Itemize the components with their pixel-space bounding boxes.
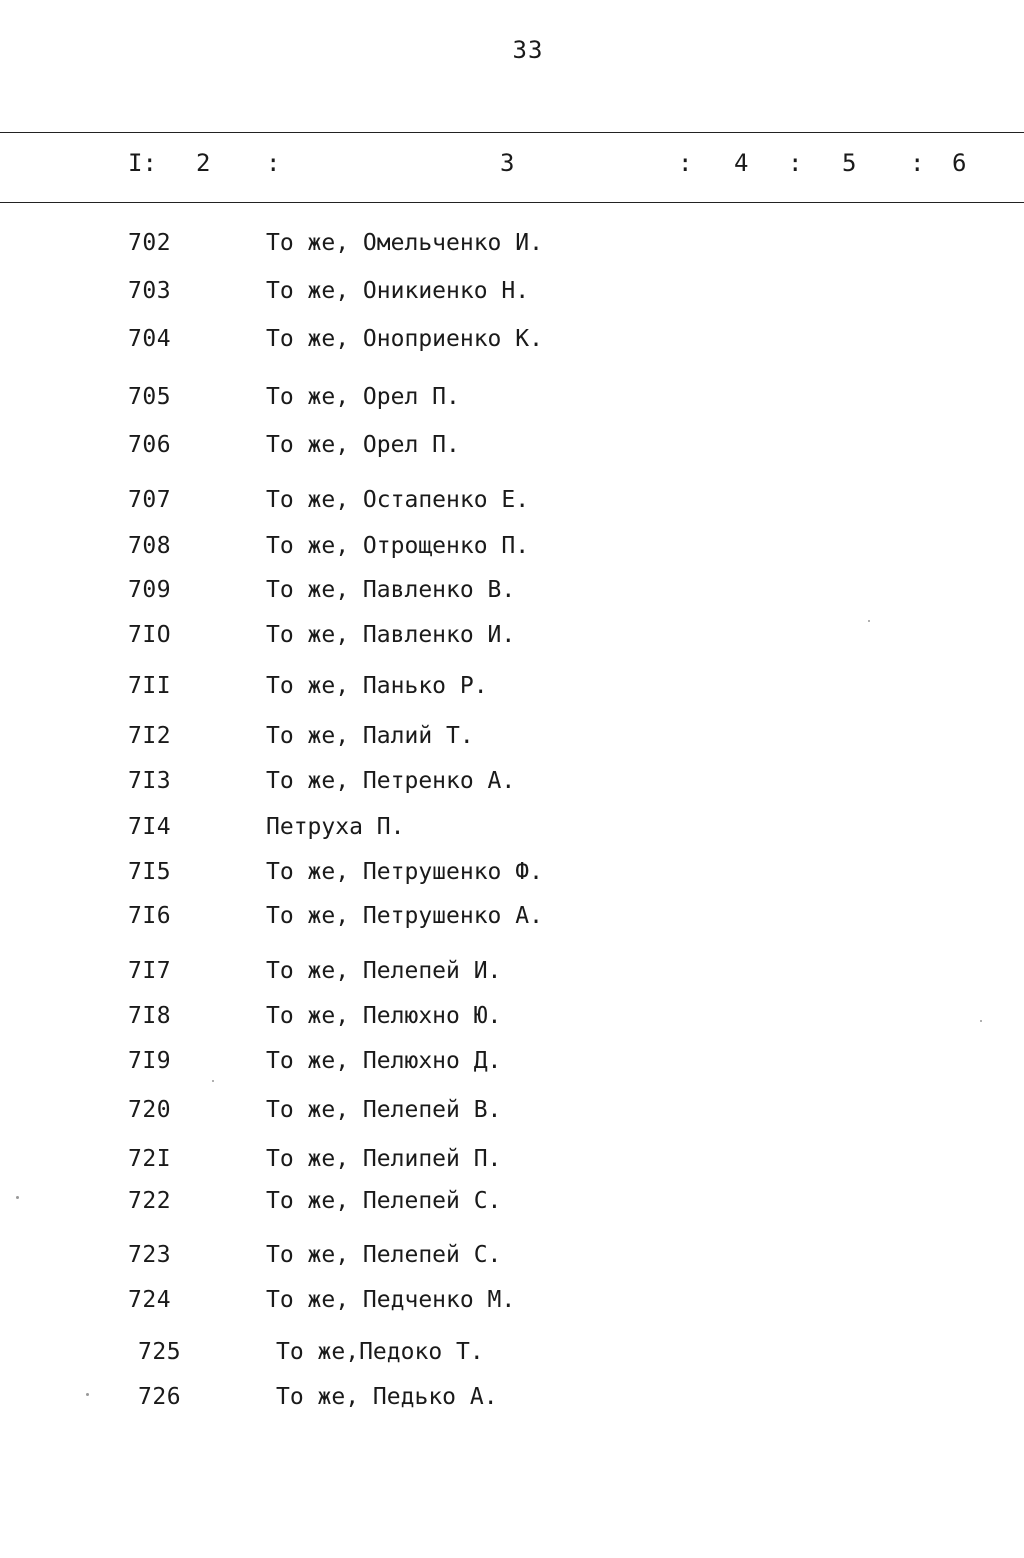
list-item bbox=[0, 1046, 1024, 1076]
entry-number: 7I6 bbox=[128, 903, 172, 929]
entry-text: То же, Пелепей С. bbox=[266, 1188, 502, 1214]
scan-speck bbox=[86, 1393, 89, 1396]
entry-number: 7I8 bbox=[128, 1003, 172, 1029]
entry-number: 7I4 bbox=[128, 814, 172, 840]
list-item bbox=[0, 1337, 1024, 1367]
list-item bbox=[0, 857, 1024, 887]
entry-number: 724 bbox=[128, 1287, 172, 1313]
entry-number: 725 bbox=[138, 1339, 182, 1365]
entry-text: То же, Пелепей С. bbox=[266, 1242, 502, 1268]
entry-number: 703 bbox=[128, 278, 172, 304]
entry-number: 7I3 bbox=[128, 768, 172, 794]
entry-text: То же,Педоко Т. bbox=[276, 1339, 484, 1365]
column-header-1: I: bbox=[128, 149, 157, 177]
list-item bbox=[0, 1001, 1024, 1031]
list-item bbox=[0, 485, 1024, 515]
column-separator: : bbox=[266, 149, 281, 177]
entry-text: То же, Пелюхно Ю. bbox=[266, 1003, 502, 1029]
entry-number: 7I9 bbox=[128, 1048, 172, 1074]
scan-speck bbox=[980, 1020, 982, 1022]
entry-text: То же, Пелепей В. bbox=[266, 1097, 502, 1123]
entry-number: 707 bbox=[128, 487, 172, 513]
header-rule-bottom bbox=[0, 202, 1024, 203]
entry-text: То же, Пелипей П. bbox=[266, 1146, 502, 1172]
list-item bbox=[0, 324, 1024, 354]
column-header-5: 5 bbox=[842, 149, 857, 177]
list-item bbox=[0, 382, 1024, 412]
list-item bbox=[0, 1095, 1024, 1125]
scan-speck bbox=[868, 620, 870, 622]
entry-text: То же, Оноприенко К. bbox=[266, 326, 543, 352]
column-header-3: 3 bbox=[500, 149, 515, 177]
entry-text: То же, Пелепей И. bbox=[266, 958, 502, 984]
entry-number: 720 bbox=[128, 1097, 172, 1123]
list-item bbox=[0, 956, 1024, 986]
entry-number: 723 bbox=[128, 1242, 172, 1268]
entry-text: То же, Павленко И. bbox=[266, 622, 516, 648]
page-number: 33 bbox=[512, 36, 544, 64]
column-separator: : bbox=[910, 149, 925, 177]
list-item bbox=[0, 1382, 1024, 1412]
entry-text: То же, Педько А. bbox=[276, 1384, 498, 1410]
entry-text: То же, Петрушенко Ф. bbox=[266, 859, 543, 885]
list-item bbox=[0, 1144, 1024, 1174]
header-rule-top bbox=[0, 132, 1024, 133]
entry-text: То же, Остапенко Е. bbox=[266, 487, 530, 513]
entry-text: То же, Отрощенко П. bbox=[266, 533, 530, 559]
entry-number: 726 bbox=[138, 1384, 182, 1410]
entry-number: 7I5 bbox=[128, 859, 172, 885]
list-item bbox=[0, 1285, 1024, 1315]
list-item bbox=[0, 575, 1024, 605]
entry-number: 72I bbox=[128, 1146, 172, 1172]
list-item bbox=[0, 671, 1024, 701]
column-separator: : bbox=[678, 149, 693, 177]
entry-number: 706 bbox=[128, 432, 172, 458]
column-separator: : bbox=[788, 149, 803, 177]
entry-number: 7II bbox=[128, 673, 172, 699]
entry-text: То же, Омельченко И. bbox=[266, 230, 543, 256]
entry-text: Петруха П. bbox=[266, 814, 405, 840]
entry-number: 7IO bbox=[128, 622, 172, 648]
list-item bbox=[0, 1186, 1024, 1216]
entry-text: То же, Панько Р. bbox=[266, 673, 488, 699]
column-header-4: 4 bbox=[734, 149, 749, 177]
scan-speck bbox=[16, 1196, 19, 1199]
column-header-6: 6 bbox=[952, 149, 967, 177]
entry-text: То же, Оникиенко Н. bbox=[266, 278, 530, 304]
entry-number: 7I2 bbox=[128, 723, 172, 749]
list-item bbox=[0, 531, 1024, 561]
list-item bbox=[0, 276, 1024, 306]
column-header-2: 2 bbox=[196, 149, 211, 177]
entry-number: 704 bbox=[128, 326, 172, 352]
entry-number: 722 bbox=[128, 1188, 172, 1214]
entry-text: То же, Пелюхно Д. bbox=[266, 1048, 502, 1074]
list-item bbox=[0, 620, 1024, 650]
entry-text: То же, Павленко В. bbox=[266, 577, 516, 603]
entry-text: То же, Педченко М. bbox=[266, 1287, 516, 1313]
list-item bbox=[0, 721, 1024, 751]
entry-number: 708 bbox=[128, 533, 172, 559]
list-item bbox=[0, 1240, 1024, 1270]
list-item bbox=[0, 812, 1024, 842]
entry-text: То же, Орел П. bbox=[266, 384, 460, 410]
list-item bbox=[0, 430, 1024, 460]
scan-speck bbox=[212, 1080, 214, 1082]
entry-text: То же, Орел П. bbox=[266, 432, 460, 458]
list-item bbox=[0, 766, 1024, 796]
entry-text: То же, Петренко А. bbox=[266, 768, 516, 794]
entry-number: 7I7 bbox=[128, 958, 172, 984]
list-item bbox=[0, 901, 1024, 931]
list-item bbox=[0, 228, 1024, 258]
entry-text: То же, Палий Т. bbox=[266, 723, 474, 749]
entry-number: 709 bbox=[128, 577, 172, 603]
entry-number: 705 bbox=[128, 384, 172, 410]
entry-text: То же, Петрушенко А. bbox=[266, 903, 543, 929]
entry-number: 702 bbox=[128, 230, 172, 256]
